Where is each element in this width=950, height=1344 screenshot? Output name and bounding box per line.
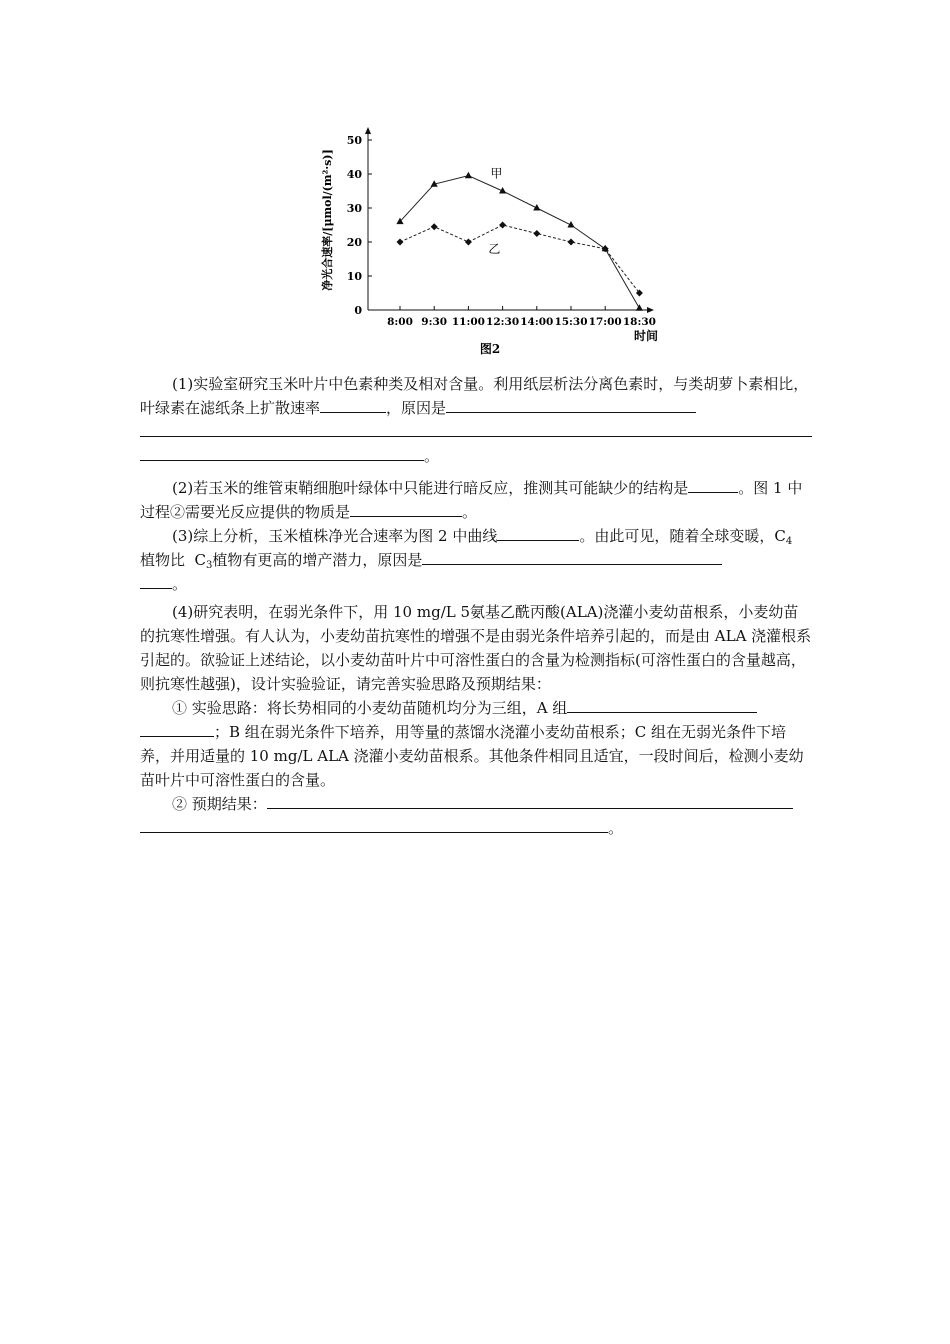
x-axis-label: 时间 [633, 329, 659, 343]
y-tick-label: 50 [346, 134, 362, 147]
y-tick-label: 10 [346, 270, 362, 283]
question-3 [140, 524, 812, 596]
q4-intro: (4)研究表明，在弱光条件下，用 10 mg/L 5氨基乙酰丙酸(ALA)浇灌小麦幼苗根系，小麦幼苗的抗寒性增强。有人认为，小麦幼苗抗寒性的增强不是由弱光条件培养引起的，而是由 ALA 浇灌根系引起的。欲验证上述结论，以小麦幼苗叶片中可溶性蛋白的含量为检测指标(可溶性蛋白的含量越高，则抗寒性越强)，设计实验验证，请完善实验思路及预期结果： [140, 603, 812, 693]
q4-blank-4[interactable] [140, 816, 608, 833]
y-tick-label: 40 [346, 168, 362, 181]
q3-text-mid: 植物比 [140, 551, 195, 569]
question-2 [140, 476, 812, 524]
x-axis-arrow [647, 307, 654, 313]
figure-caption: 图2 [479, 342, 501, 356]
q2-blank-2[interactable] [350, 500, 462, 517]
x-tick-label: 9:30 [421, 316, 448, 328]
net-photosynthesis-chart [318, 120, 668, 360]
question-1 [140, 372, 812, 468]
q1-text-c: 。 [424, 447, 440, 465]
question-4 [140, 600, 812, 840]
data-point-diamond [397, 239, 404, 246]
q3-text-c: 植物有更高的增产潜力，原因是 [212, 551, 423, 569]
y-tick-label: 20 [346, 236, 362, 249]
x-tick-label: 18:30 [622, 316, 656, 328]
y-axis-label: 净光合速率/[μmol/(m²·s)] [321, 149, 334, 291]
q3-blank-3[interactable] [140, 572, 172, 589]
q4-blank-3[interactable] [267, 792, 793, 809]
q4-step1-text-a: ① 实验思路：将长势相同的小麦幼苗随机均分为三组，A 组 [172, 699, 568, 717]
q4-step1-text-b: ；B 组在弱光条件下培养，用等量的蒸馏水浇灌小麦幼苗根系；C 组在无弱光条件下培养，并用适量的 10 mg/L ALA 浇灌小麦幼苗根系。其他条件相同且适宜，一段时间后，检测小麦幼苗叶片中可溶性蛋白的含量。 [140, 723, 804, 789]
q4-blank-2[interactable] [140, 720, 214, 737]
data-point-diamond [533, 230, 540, 237]
series-line-2 [400, 225, 639, 293]
q4-blank-1[interactable] [567, 696, 757, 713]
q2-text-a: (2)若玉米的维管束鞘细胞叶绿体中只能进行暗反应，推测其可能缺少的结构是 [172, 479, 689, 497]
x-tick-label: 12:30 [486, 316, 520, 328]
q1-text-b: ，原因是 [386, 399, 447, 417]
q2-text-c: 。 [462, 503, 478, 521]
q1-blank-1[interactable] [320, 396, 386, 413]
q1-blank-3[interactable] [140, 420, 812, 437]
data-point-triangle [465, 172, 472, 179]
x-tick-label: 14:00 [520, 316, 554, 328]
x-tick-label: 8:00 [387, 316, 413, 328]
q3-text-b: 。由此可见，随着全球变暖， [579, 527, 775, 545]
q1-text-a: (1)实验室研究玉米叶片中色素种类及相对含量。利用纸层析法分离色素时，与类胡萝卜素相比，叶绿素在滤纸条上扩散速率 [140, 375, 809, 417]
q2-text-b: 。图 1 中过程②需要光反应提供的物质是 [140, 479, 803, 521]
chart-series [396, 167, 643, 311]
q3-text-a: (3)综上分析，玉米植株净光合速率为图 2 中曲线 [172, 527, 498, 545]
y-tick-label: 30 [346, 202, 362, 215]
q3-blank-2[interactable] [422, 548, 722, 565]
data-point-diamond [499, 222, 506, 229]
chart-ticks [347, 134, 656, 328]
q3-text-d: 。 [172, 575, 188, 593]
q3-blank-1[interactable] [497, 524, 579, 541]
data-point-diamond [568, 239, 575, 246]
y-axis-arrow [365, 127, 371, 134]
q4-step2-text-b: 。 [608, 819, 624, 837]
series-line-1 [400, 176, 639, 309]
series-label-jia: 甲 [490, 166, 503, 181]
data-point-diamond [431, 223, 438, 230]
data-point-diamond [465, 239, 472, 246]
x-tick-label: 17:00 [588, 316, 622, 328]
chart-axes [365, 127, 654, 313]
c4-label: $C_4$ [774, 527, 793, 547]
series-label-yi: 乙 [488, 242, 501, 256]
y-tick-label: 0 [354, 304, 362, 317]
q2-blank-1[interactable] [688, 476, 738, 493]
q1-blank-2[interactable] [446, 396, 696, 413]
data-point-triangle [636, 304, 643, 311]
q1-blank-4[interactable] [140, 444, 424, 461]
x-tick-label: 11:00 [451, 316, 485, 328]
q4-step2-text-a: ② 预期结果： [172, 795, 267, 813]
c3-label: $C_3$ [194, 551, 213, 571]
x-tick-label: 15:30 [554, 316, 588, 328]
